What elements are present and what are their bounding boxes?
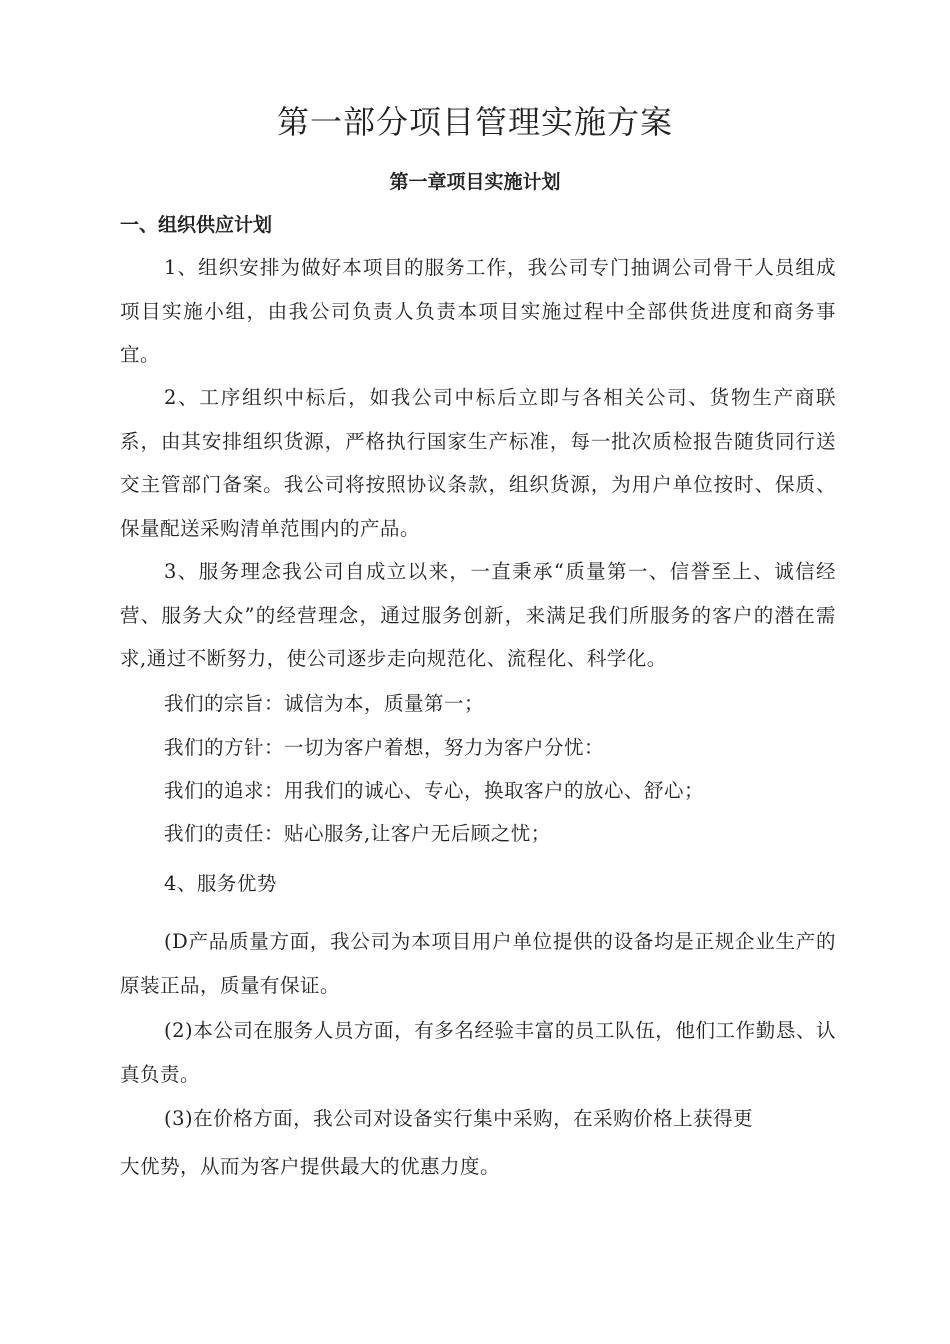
advantage-price-line2: 大优势，从而为客户提供最大的优惠力度。 (120, 1155, 501, 1178)
paragraph-service-concept: 3、服务理念我公司自成立以来，一直秉承“质量第一、信誉至上、诚信经营、服务大众”的经营理念，通过服务创新，来满足我们所服务的客户的潜在需求,通过不断努力，使公司逐步走向规范化、流程化、科学化。 (120, 560, 836, 671)
advantage-quality: (D产品质量方面，我公司为本项目用户单位提供的设备均是正规企业生产的原装正品，质量有保证。 (120, 930, 836, 997)
advantages-heading: 4、服务优势 (164, 872, 277, 895)
motto-policy: 我们的方针：一切为客户着想，努力为客户分忧： (164, 736, 605, 759)
paragraph-organization: 1、组织安排为做好本项目的服务工作，我公司专门抽调公司骨干人员组成项目实施小组，由我公司负责人负责本项目实施过程中全部供货进度和商务事宜。 (120, 256, 836, 367)
chapter-title: 第一章项目实施计划 (389, 171, 561, 193)
section-heading: 一、组织供应计划 (120, 214, 273, 236)
motto-tenet: 我们的宗旨：诚信为本，质量第一； (164, 692, 485, 715)
paragraph-process: 2、工序组织中标后，如我公司中标后立即与各相关公司、货物生产商联系，由其安排组织货源，严格执行国家生产标准，每一批次质检报告随货同行送交主管部门备案。我公司将按照协议条款，组织货源，为用户单位按时、保质、保量配送采购清单范围内的产品。 (120, 386, 836, 540)
document-title: 第一部分项目管理实施方案 (276, 103, 673, 141)
advantage-staff: (2)本公司在服务人员方面，有多名经验丰富的员工队伍，他们工作勤恳、认真负责。 (120, 1019, 836, 1086)
motto-duty: 我们的责任：贴心服务,让客户无后顾之忧； (164, 822, 551, 845)
advantage-price-line1: (3)在价格方面，我公司对设备实行集中采购，在采购价格上获得更 (164, 1107, 754, 1130)
motto-pursuit: 我们的追求：用我们的诚心、专心，换取客户的放心、舒心； (164, 779, 705, 802)
